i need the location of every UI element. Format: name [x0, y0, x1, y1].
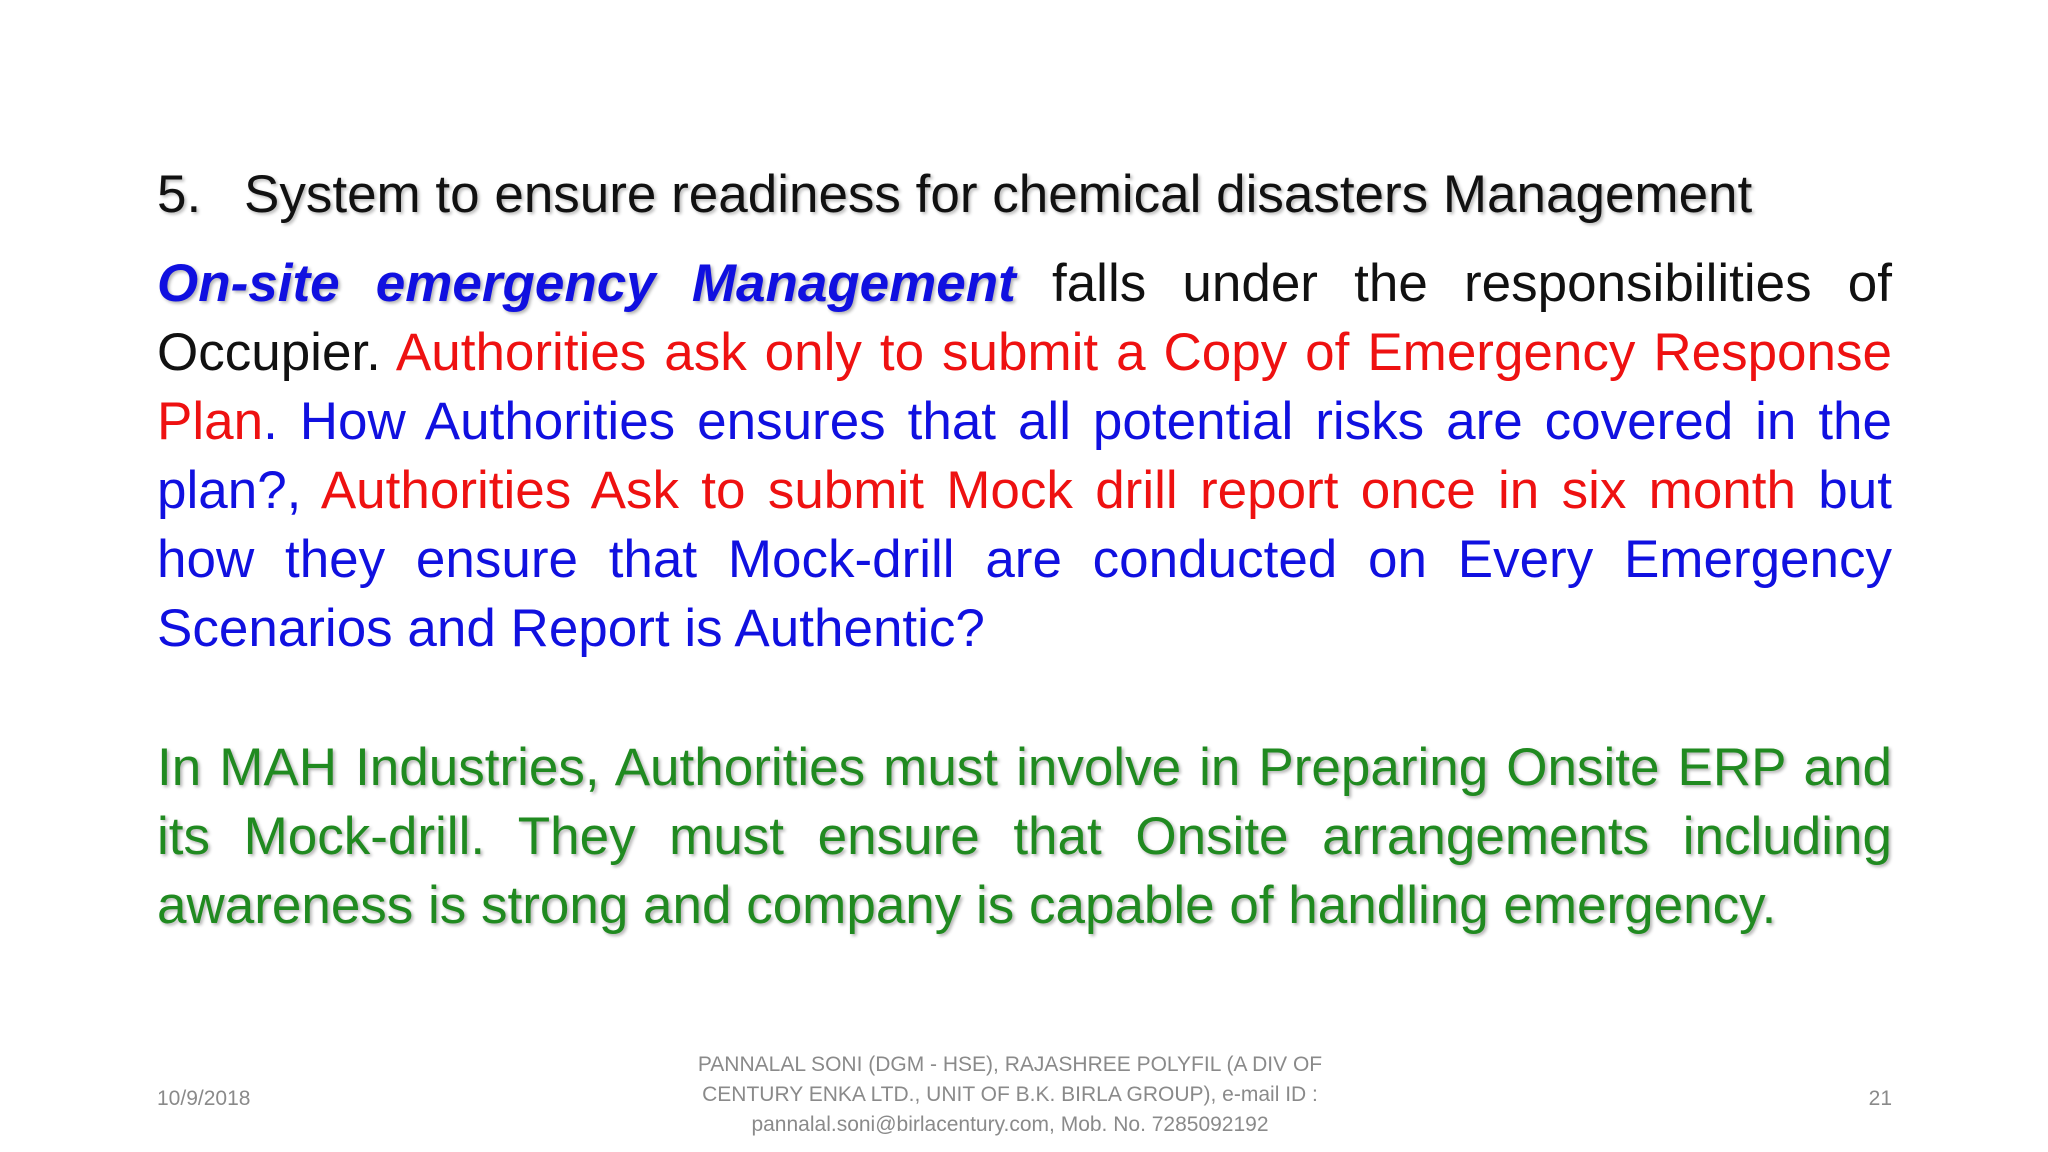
text-authorities-copy-erp: Authorities ask only to submit a Copy of Emergency Response Plan [157, 323, 1892, 451]
footer-page-number: 21 [1868, 1087, 1892, 1110]
text-responsibilities-occupier: falls under the responsibilities of Occupier. [157, 254, 1892, 382]
paragraph-mah-industries [157, 733, 1892, 940]
footer-line-1: PANNALAL SONI (DGM - HSE), RAJASHREE POLYFIL (A DIV OF [697, 1053, 1323, 1076]
text-mah-industries: In MAH Industries, Authorities must involve in Preparing Onsite ERP and its Mock-drill. They must ensure that Onsite arrangements including awareness is strong and company is capable of handling emergency. [157, 738, 1892, 935]
text-how-ensure-mock-drill: but how they ensure that Mock-drill are conducted on Every Emergency Scenarios and Report is Authentic? [157, 461, 1892, 658]
paragraph-onsite-management [157, 249, 1892, 663]
footer-date: 10/9/2018 [157, 1087, 251, 1110]
heading-number: 5. [157, 165, 202, 224]
text-how-authorities-ensure: . How Authorities ensures that all potential risks are covered in the plan?, [157, 392, 1892, 520]
text-mock-drill-report: Authorities Ask to submit Mock drill report once in six month [320, 461, 1796, 520]
footer-line-2: CENTURY ENKA LTD., UNIT OF B.K. BIRLA GROUP), e-mail ID : [702, 1083, 1318, 1106]
emphasis-onsite-emergency: On-site emergency Management [157, 254, 1016, 313]
slide-heading [157, 160, 1892, 230]
footer-author-info [680, 1050, 1340, 1140]
footer-line-3: pannalal.soni@birlacentury.com, Mob. No. 7285092192 [751, 1113, 1269, 1136]
heading-text: System to ensure readiness for chemical disasters Management [244, 165, 1753, 224]
